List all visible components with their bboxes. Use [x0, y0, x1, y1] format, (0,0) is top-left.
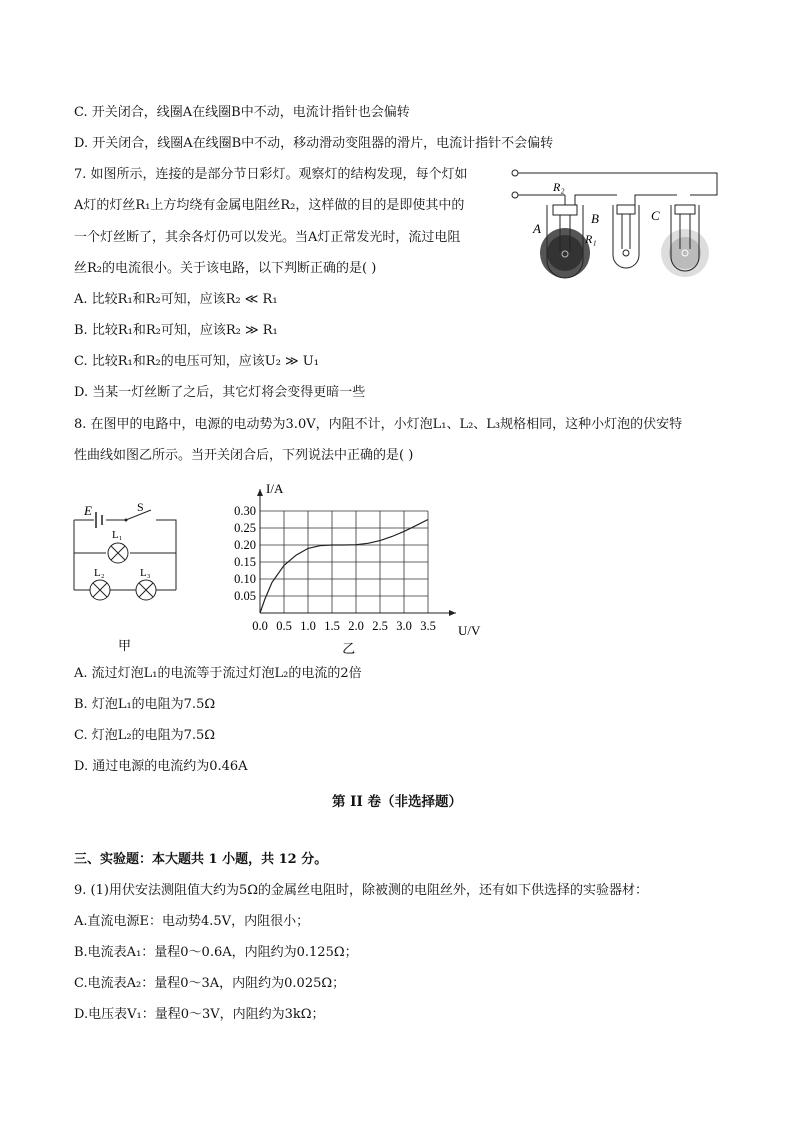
option-c-prev: C. 开关闭合，线圈A在线圈B中不动，电流计指针也会偏转	[74, 105, 410, 120]
x-tick-label: 1.5	[324, 619, 340, 633]
x-tick-label: 0.5	[276, 619, 292, 633]
y-tick-label: 0.05	[234, 589, 256, 603]
part-2-title: 第 II 卷（非选择题）	[331, 794, 463, 810]
label-b: B	[591, 211, 599, 226]
q7-option-d: D. 当某一灯丝断了之后，其它灯将会变得更暗一些	[74, 385, 366, 400]
q8-option-d: D. 通过电源的电流约为0.46A	[74, 759, 248, 774]
caption-jia: 甲	[118, 638, 132, 653]
x-axis-arrow	[449, 610, 456, 616]
label-e: E	[84, 503, 92, 518]
x-tick-label: 3.5	[420, 619, 436, 633]
iu-curve	[260, 520, 428, 614]
x-axis-label: U/V	[458, 623, 481, 638]
q8-option-c: C. 灯泡L₂的电阻为7.5Ω	[74, 728, 216, 743]
y-tick-label: 0.20	[234, 538, 256, 552]
q7-line-3: 一个灯丝断了，其余各灯仍可以发光。当A灯正常发光时，流过电阻	[74, 230, 461, 245]
label-l3: L₃	[140, 567, 151, 579]
caption-yi: 乙	[342, 641, 356, 656]
q9-item-b: B.电流表A₁：量程0～0.6A，内阻约为0.125Ω；	[74, 945, 358, 960]
q7-line-1: 7. 如图所示，连接的是部分节日彩灯。观察灯的结构发现，每个灯如	[74, 167, 468, 182]
q7-option-b: B. 比较R₁和R₂可知，应该R₂ ≫ R₁	[74, 323, 278, 338]
q9-item-d: D.电压表V₁：量程0～3V，内阻约为3kΩ；	[74, 1007, 325, 1022]
q9-item-a: A.直流电源E：电动势4.5V，内阻很小；	[74, 914, 310, 929]
y-tick-label: 0.10	[234, 572, 256, 586]
x-tick-label: 2.5	[372, 619, 388, 633]
q7-option-a: A. 比较R₁和R₂可知，应该R₂ ≪ R₁	[74, 292, 278, 307]
label-s: S	[137, 500, 144, 514]
x-tick-label: 0.0	[252, 619, 268, 633]
x-tick-label: 3.0	[396, 619, 412, 633]
y-tick-label: 0.15	[234, 555, 256, 569]
y-tick-label: 0.30	[234, 504, 256, 518]
y-tick-label: 0.25	[234, 521, 256, 535]
label-l1: L₁	[112, 529, 123, 541]
q8-line-1: 8. 在图甲的电路中，电源的电动势为3.0V，内阻不计，小灯泡L₁、L₂、L₃规格相同，这种小灯泡的伏安特	[74, 417, 683, 432]
x-tick-label: 1.0	[300, 619, 316, 633]
q8-line-2: 性曲线如图乙所示。当开关闭合后，下列说法中正确的是( )	[74, 448, 414, 463]
label-r1: R₁	[585, 232, 597, 246]
q7-line-2: A灯的灯丝R₁上方均绕有金属电阻丝R₂，这样做的目的是即使其中的	[74, 198, 465, 213]
label-a: A	[533, 221, 541, 236]
q7-option-c: C. 比较R₁和R₂的电压可知，应该U₂ ≫ U₁	[74, 354, 319, 369]
option-d-prev: D. 开关闭合，线圈A在线圈B中不动，移动滑动变阻器的滑片，电流计指针不会偏转	[74, 136, 554, 151]
x-tick-label: 2.0	[348, 619, 364, 633]
label-l2: L₂	[94, 567, 105, 579]
y-axis-label: I/A	[266, 481, 284, 496]
circuit-diagram	[66, 498, 191, 658]
q9-item-c: C.电流表A₂：量程0～3A，内阻约为0.025Ω；	[74, 976, 346, 991]
section-3-heading: 三、实验题：本大题共 1 小题，共 12 分。	[74, 852, 328, 867]
label-c: C	[651, 208, 660, 223]
iu-curve-chart	[222, 465, 497, 660]
festive-lights-figure	[505, 165, 735, 280]
y-axis-arrow	[257, 489, 263, 496]
q8-option-a: A. 流过灯泡L₁的电流等于流过灯泡L₂的电流的2倍	[74, 666, 362, 681]
label-r2: R₂	[553, 180, 565, 194]
q9-line-1: 9. (1)用伏安法测阻值大约为5Ω的金属丝电阻时，除被测的电阻丝外，还有如下供选择的实验器材：	[74, 883, 649, 898]
q8-option-b: B. 灯泡L₁的电阻为7.5Ω	[74, 697, 216, 712]
q7-line-4: 丝R₂的电流很小。关于该电路，以下判断正确的是( )	[74, 261, 377, 276]
